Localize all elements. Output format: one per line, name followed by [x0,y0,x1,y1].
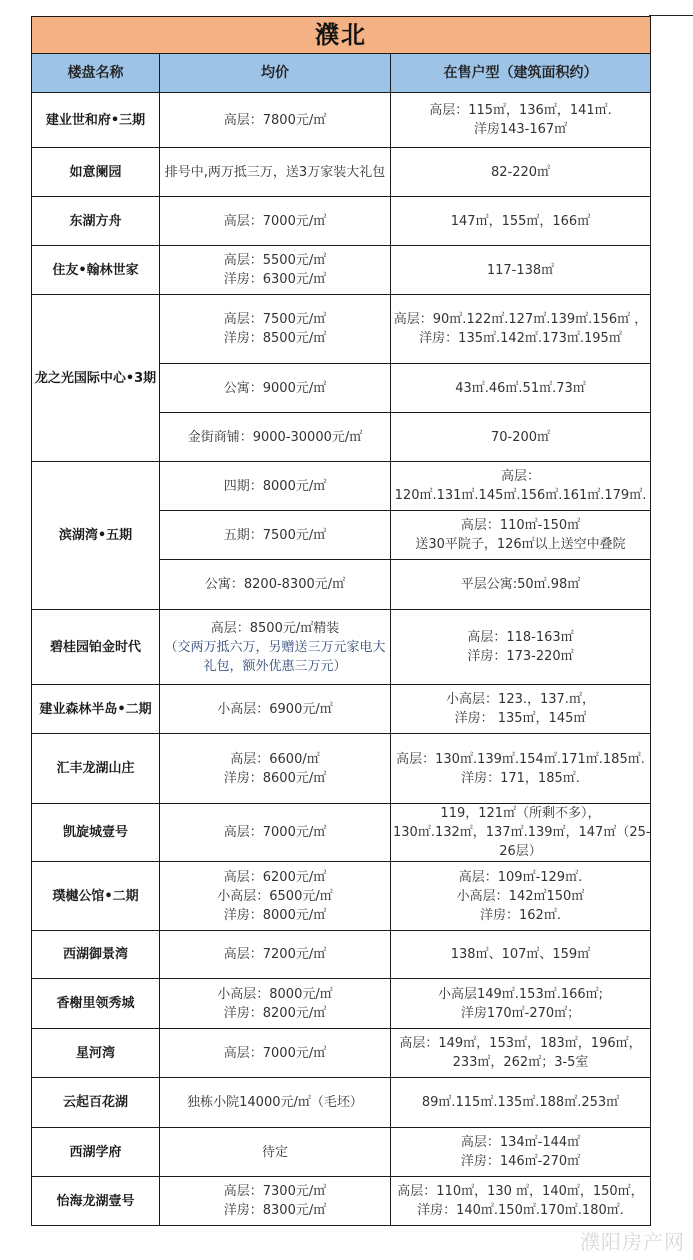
avg-price-cell [160,364,391,413]
unit-area-cell [391,1177,651,1226]
area-line: 120㎡.131㎡.145㎡.156㎡.161㎡.179㎡. [394,488,647,503]
header-unit-types: 在售户型（建筑面积约） [391,54,651,93]
area-line: 高层：134㎡-144㎡ [460,1135,581,1150]
unit-area-cell [391,148,651,197]
table-row [32,1078,651,1128]
area-line: 26层） [499,844,542,859]
avg-price-cell [160,1177,391,1226]
unit-area-cell [391,862,651,931]
unit-area-cell [391,1078,651,1128]
project-name-cell: 西湖御景湾 [32,931,160,979]
unit-area-cell [391,364,651,413]
project-name-cell: 龙之光国际中心•3期 [32,295,160,462]
area-line: 平层公寓:50㎡.98㎡ [460,577,581,592]
avg-price-cell [160,979,391,1029]
area-line: 117-138㎡ [486,262,555,278]
unit-area-cell [391,295,651,364]
price-line: 高层：7500元/㎡ [223,312,327,327]
project-name-cell: 凯旋城壹号 [32,804,160,862]
header-project-name: 楼盘名称 [32,54,160,93]
price-line: 高层：7300元/㎡ [223,1184,327,1199]
unit-area-cell [391,93,651,148]
price-line: 洋房：8600元/㎡ [223,770,327,786]
avg-price-cell [160,685,391,734]
avg-price-cell [160,511,391,560]
avg-price-cell [160,1128,391,1177]
area-line: 洋房：140㎡.150㎡.170㎡.180㎡. [417,1203,624,1218]
price-line: 高层：7000元/㎡ [223,213,327,229]
price-line: 待定 [261,1144,288,1160]
price-line: 洋房：8000元/㎡ [223,907,327,923]
project-name-cell: 建业世和府•三期 [32,93,160,148]
unit-area-cell [391,511,651,560]
project-name-cell: 东湖方舟 [32,197,160,246]
project-name-cell: 汇丰龙湖山庄 [32,734,160,804]
area-line: 43㎡.46㎡.51㎡.73㎡ [455,380,586,396]
table-row [32,734,651,804]
project-name-cell: 香榭里领秀城 [32,979,160,1029]
area-line: 高层：130㎡.139㎡.154㎡.171㎡.185㎡. [396,751,645,767]
table-row [32,862,651,931]
area-line: 洋房：173-220㎡ [467,649,574,664]
price-line: 高层：6200元/㎡ [223,869,327,885]
area-line: 小高层：142㎡150㎡ [456,888,585,904]
avg-price-cell [160,1029,391,1078]
table-row [32,931,651,979]
price-line: 小高层：6500元/㎡ [217,888,333,904]
avg-price-cell [160,804,391,862]
price-line: 排号中,两万抵三万，送3万家装大礼包 [164,164,386,180]
table-row [32,1029,651,1078]
price-line: 高层：8500元/㎡精装 [210,620,340,636]
table-body [32,93,651,1226]
price-line: 高层：6600/㎡ [230,751,320,767]
area-line: 小高层：123.，137.㎡， [446,692,595,707]
price-line: 小高层：8000元/㎡ [217,986,333,1002]
table-row [32,610,651,685]
area-line: 高层：109㎡-129㎡. [458,869,583,885]
price-line: 洋房：8500元/㎡ [223,331,327,346]
project-name-cell: 璞樾公馆•二期 [32,862,160,931]
area-line: 洋房：146㎡-270㎡ [460,1154,581,1169]
project-name-cell: 如意阑园 [32,148,160,197]
area-line: 高层：110㎡，130 ㎡，140㎡，150㎡， [397,1184,644,1199]
area-line: 高层：110㎡-150㎡ [460,518,581,533]
avg-price-cell [160,93,391,148]
unit-area-cell [391,560,651,610]
promotion-note-line: （交两万抵六万，另赠送三万元家电大 [164,639,386,655]
area-line: 233㎡，262㎡；3-5室 [452,1055,589,1070]
unit-area-cell [391,685,651,734]
avg-price-cell [160,734,391,804]
area-line: 89㎡.115㎡.135㎡.188㎡.253㎡ [421,1095,620,1110]
table-row [32,979,651,1029]
unit-area-cell [391,462,651,511]
price-line: 高层：7000元/㎡ [223,1045,327,1061]
project-name-cell: 滨湖湾•五期 [32,462,160,610]
unit-area-cell [391,734,651,804]
price-line: 公寓：9000元/㎡ [223,380,327,396]
table-row [32,462,651,511]
table-row [32,1177,651,1226]
project-name-cell: 碧桂园铂金时代 [32,610,160,685]
area-line: 138㎡、107㎡、159㎡ [450,947,591,962]
price-line: 小高层：6900元/㎡ [217,701,333,717]
table-row [32,148,651,197]
avg-price-cell [160,862,391,931]
avg-price-cell [160,197,391,246]
unit-area-cell [391,610,651,685]
unit-area-cell [391,1128,651,1177]
header-row [32,54,651,93]
unit-area-cell [391,246,651,295]
area-line: 70-200㎡ [490,429,551,445]
project-name-cell: 西湖学府 [32,1128,160,1177]
area-line: 130㎡.132㎡，137㎡.139㎡，147㎡（25- [393,825,651,840]
area-line: 洋房：135㎡.142㎡.173㎡.195㎡ [419,331,622,346]
unit-area-cell [391,804,651,862]
price-line: 公寓：8200-8300元/㎡ [204,577,346,592]
avg-price-cell [160,246,391,295]
project-name-cell: 云起百花湖 [32,1078,160,1128]
area-line: 82-220㎡ [490,164,551,180]
area-line: 高层：115㎡，136㎡，141㎡. [429,103,612,118]
area-line: 高层：118-163㎡ [467,630,574,645]
unit-area-cell [391,979,651,1029]
table-row [32,197,651,246]
area-line: 洋房： 135㎡，145㎡ [454,711,587,726]
price-line: 洋房：8300元/㎡ [223,1203,327,1218]
avg-price-cell [160,462,391,511]
price-line: 高层：7800元/㎡ [223,112,327,128]
area-line: 洋房：171，185㎡. [461,770,580,786]
header-avg-price: 均价 [160,54,391,93]
avg-price-cell [160,148,391,197]
project-name-cell: 怡海龙湖壹号 [32,1177,160,1226]
top-rule-line [649,15,693,16]
table-row [32,246,651,295]
price-line: 洋房：8200元/㎡ [223,1005,327,1021]
price-line: 高层：5500元/㎡ [223,253,327,268]
avg-price-cell [160,560,391,610]
area-line: 洋房170㎡-270㎡； [460,1005,581,1021]
project-name-cell: 建业森林半岛•二期 [32,685,160,734]
table-row [32,685,651,734]
price-line: 独栋小院14000元/㎡（毛坯） [187,1095,363,1110]
unit-area-cell [391,413,651,462]
area-line: 送30平院子，126㎡以上送空中叠院 [415,537,626,552]
price-line: 高层：7000元/㎡ [223,825,327,840]
table-row [32,93,651,148]
table-row [32,804,651,862]
area-line: 119，121㎡（所剩不多）， [440,806,601,821]
price-line: 洋房：6300元/㎡ [223,272,327,287]
table-title: 濮北 [32,17,651,54]
table-row [32,295,651,364]
area-line: 洋房143-167㎡ [473,122,568,137]
avg-price-cell [160,413,391,462]
unit-area-cell [391,1029,651,1078]
unit-area-cell [391,931,651,979]
area-line: 洋房：162㎡. [480,907,561,923]
price-line: 金街商铺：9000-30000元/㎡ [187,429,363,445]
promotion-note-line: 礼包，额外优惠三万元） [203,658,347,674]
area-line: 高层：149㎡，153㎡，183㎡，196㎡， [399,1036,642,1051]
area-line: 高层： [500,469,540,484]
property-price-table [31,16,651,1226]
avg-price-cell [160,610,391,685]
project-name-cell: 住友•翰林世家 [32,246,160,295]
project-name-cell: 星河湾 [32,1029,160,1078]
price-line: 四期：8000元/㎡ [223,478,327,494]
avg-price-cell [160,295,391,364]
area-line: 高层：90㎡.122㎡.127㎡.139㎡.156㎡ ， [393,312,648,327]
watermark: 濮阳房产网 [580,1230,685,1254]
table-row [32,1128,651,1177]
area-line: 小高层149㎡.153㎡.166㎡; [437,986,604,1002]
area-line: 147㎡，155㎡，166㎡ [450,213,591,229]
price-line: 五期：7500元/㎡ [223,527,327,543]
avg-price-cell [160,931,391,979]
unit-area-cell [391,197,651,246]
avg-price-cell [160,1078,391,1128]
price-line: 高层：7200元/㎡ [223,947,327,962]
